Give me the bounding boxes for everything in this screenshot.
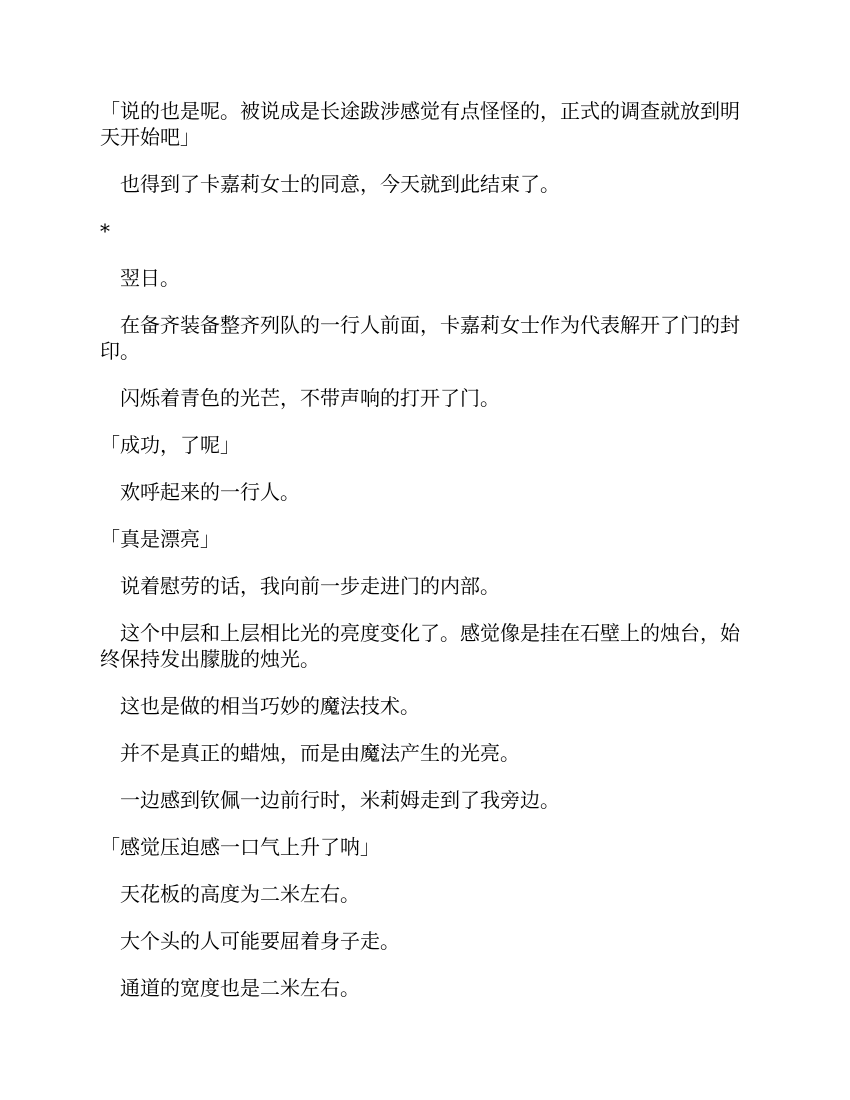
paragraph-10: 这个中层和上层相比光的亮度变化了。感觉像是挂在石壁上的烛台，始终保持发出朦胧的烛光。 — [100, 621, 740, 671]
paragraph-8: 「真是漂亮」 — [100, 527, 220, 551]
paragraph-2: 也得到了卡嘉莉女士的同意，今天就到此结束了。 — [120, 172, 560, 196]
scene-separator: * — [100, 219, 110, 243]
paragraph-15: 天花板的高度为二米左右。 — [120, 882, 360, 906]
paragraph-3: 翌日。 — [120, 266, 180, 290]
paragraph-4: 在备齐装备整齐列队的一行人前面，卡嘉莉女士作为代表解开了门的封印。 — [100, 313, 740, 363]
paragraph-13: 一边感到钦佩一边前行时，米莉姆走到了我旁边。 — [120, 788, 560, 812]
paragraph-9: 说着慰劳的话，我向前一步走进门的内部。 — [120, 574, 500, 598]
paragraph-1: 「说的也是呢。被说成是长途跋涉感觉有点怪怪的，正式的调查就放到明天开始吧」 — [100, 99, 740, 149]
paragraph-7: 欢呼起来的一行人。 — [120, 480, 300, 504]
paragraph-12: 并不是真正的蜡烛，而是由魔法产生的光亮。 — [120, 741, 520, 765]
paragraph-17: 通道的宽度也是二米左右。 — [120, 976, 360, 1000]
paragraph-14: 「感觉压迫感一口气上升了呐」 — [100, 835, 380, 859]
paragraph-16: 大个头的人可能要屈着身子走。 — [120, 929, 400, 953]
paragraph-6: 「成功，了呢」 — [100, 433, 240, 457]
paragraph-5: 闪烁着青色的光芒，不带声响的打开了门。 — [120, 386, 500, 410]
paragraph-11: 这也是做的相当巧妙的魔法技术。 — [120, 694, 420, 718]
